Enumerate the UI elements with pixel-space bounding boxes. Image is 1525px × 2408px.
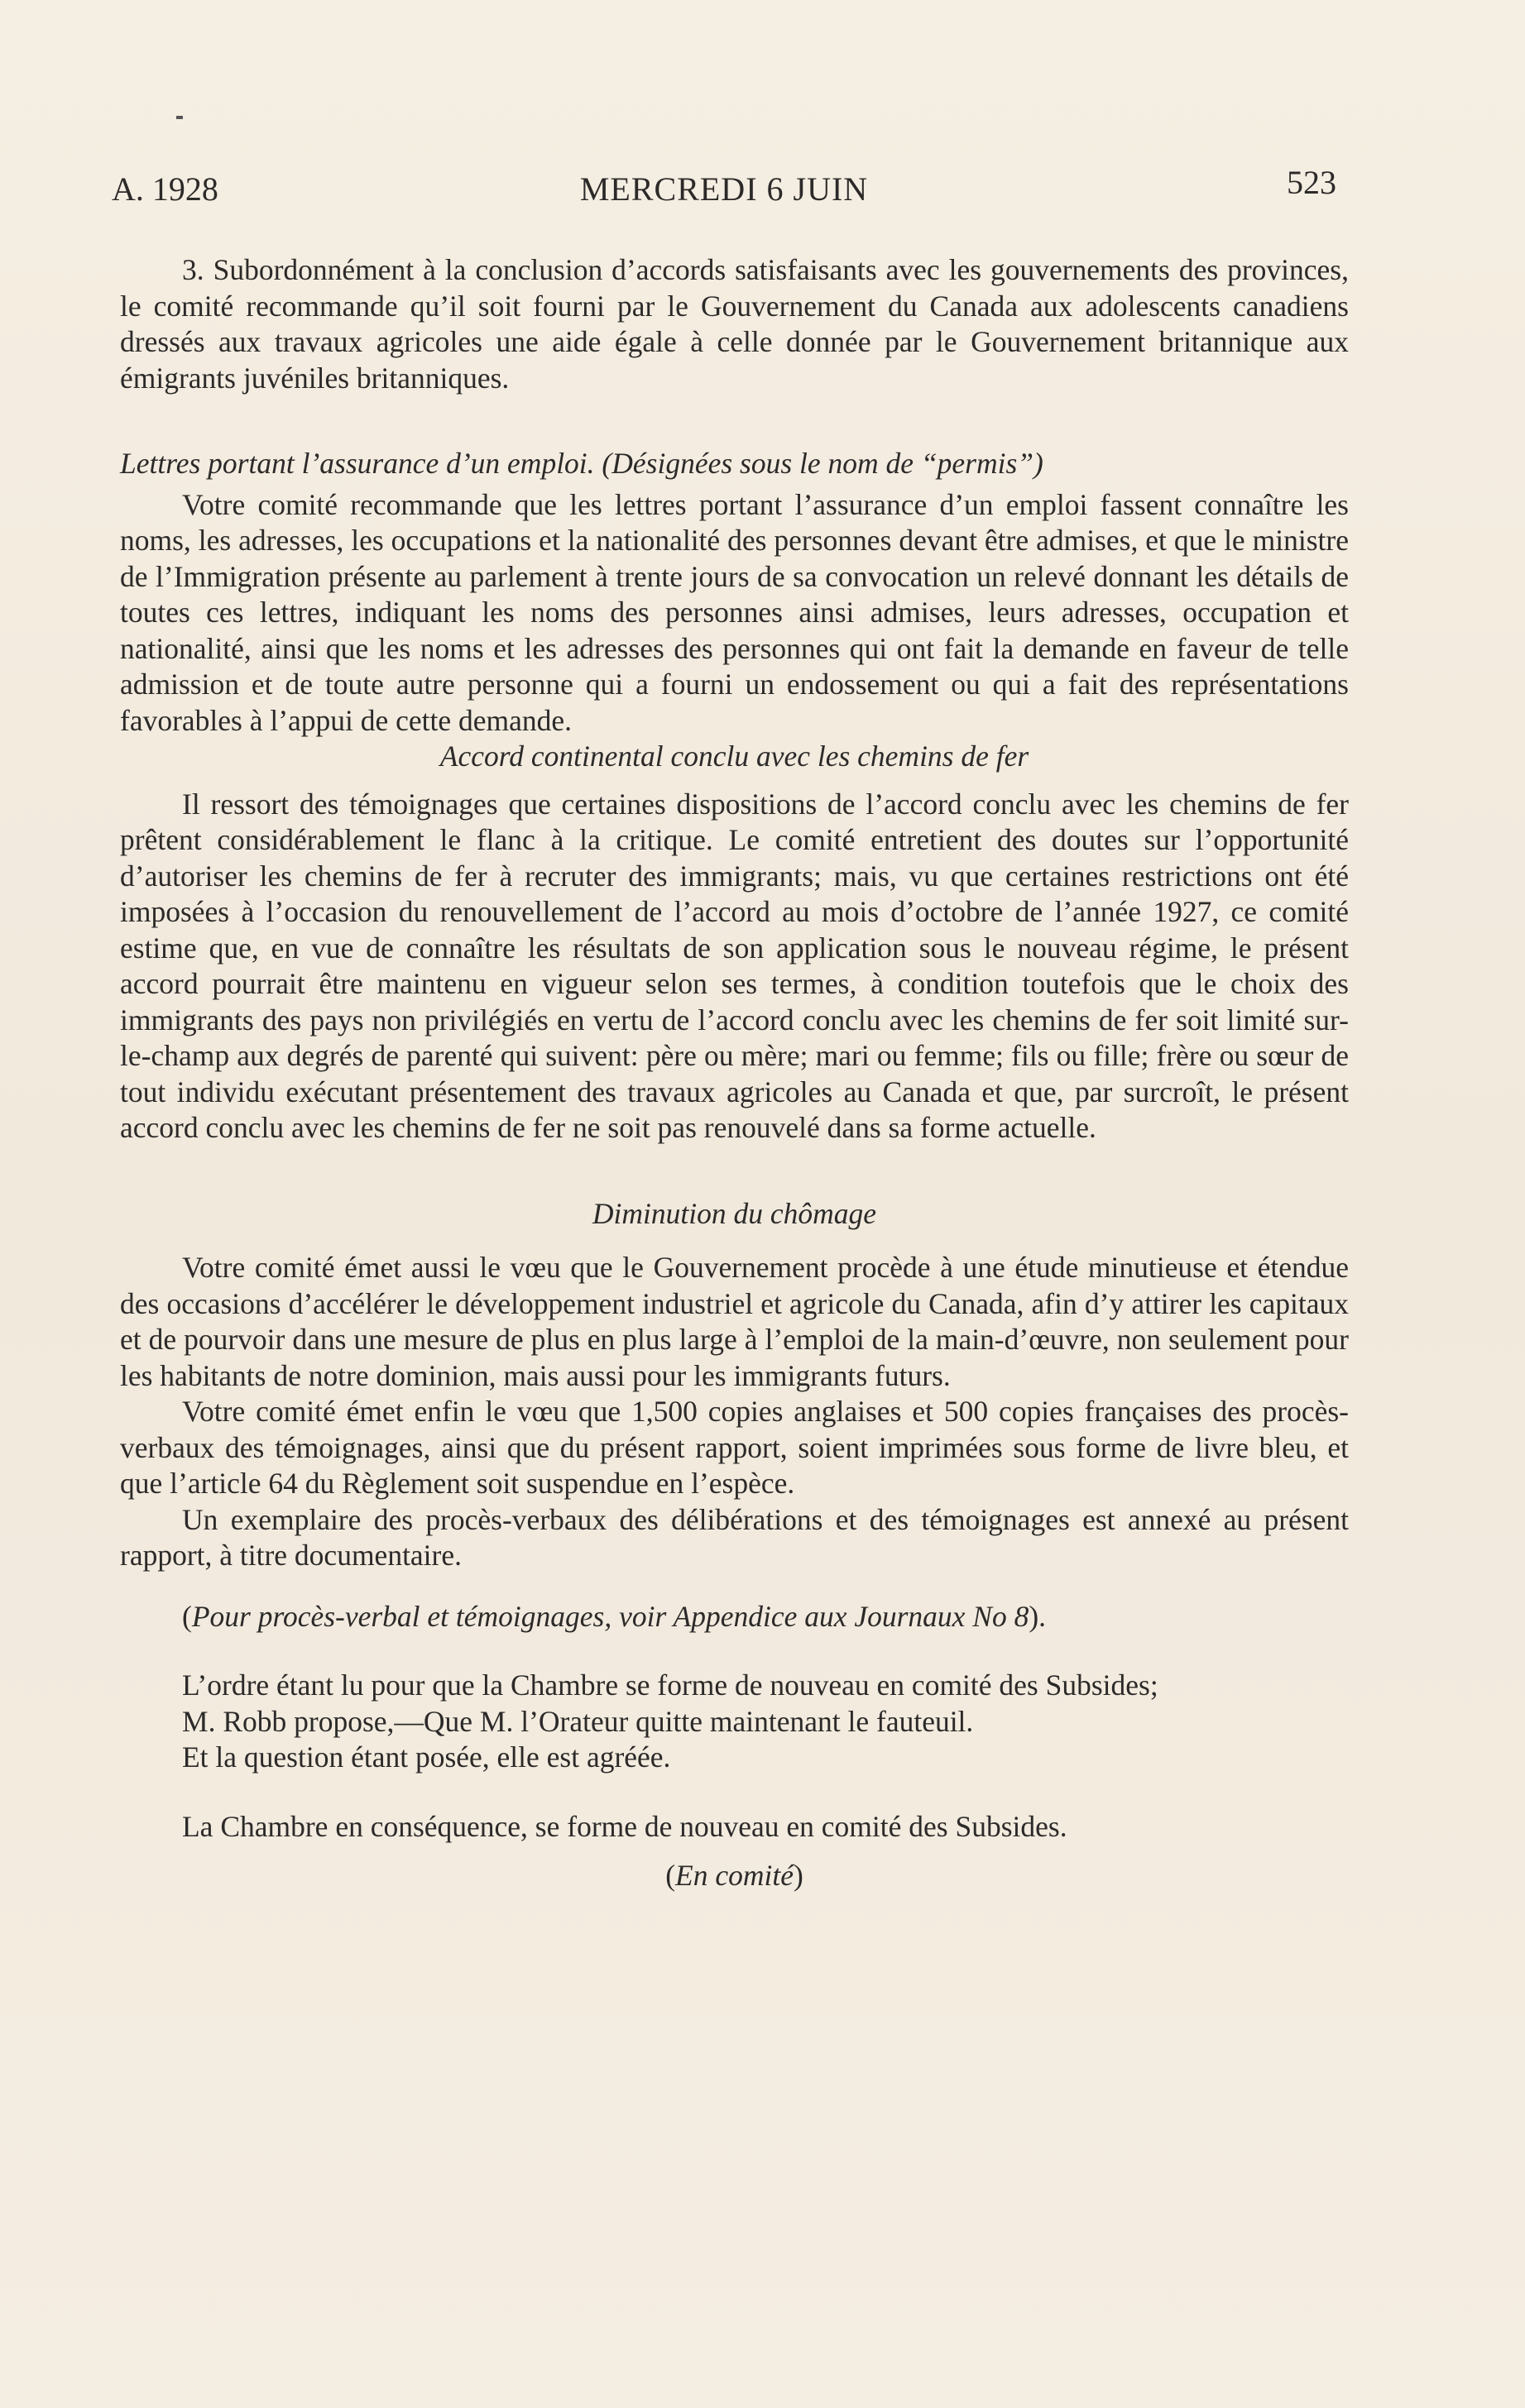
header-year: A. 1928 [112,170,218,208]
heading-lettres: Lettres portant l’assurance d’un emploi. (Désignées sous le nom de “permis”) [120,447,1043,480]
paragraph-question: Et la question étant posée, elle est agréée. [182,1740,671,1774]
heading-chomage: Diminution du chômage [592,1196,877,1230]
print-mark [176,116,183,119]
en-comite [120,1858,1349,1894]
paragraph-exemplaire: Un exemplaire des procès-verbaux des délibérations et des témoignages est annexé au présent rapport, à titre documentaire. [120,1502,1349,1572]
appendix-reference [120,1599,1349,1635]
ref-text: Pour procès-verbal et témoignages, voir Appendice aux Journaux No 8 [191,1599,1029,1633]
en-comite-open: ( [665,1859,676,1892]
running-header [112,164,1336,219]
ref-open: ( [182,1599,192,1633]
page-number: 523 [1287,164,1336,201]
paragraph-robb: M. Robb propose,—Que M. l’Orateur quitte maintenant le fauteuil. [182,1704,974,1738]
paragraph-copies: Votre comité émet enfin le vœu que 1,500 copies anglaises et 500 copies françaises des procès-verbaux des témoignages, ainsi que du présent rapport, soient imprimées sous forme de livre bleu, et que l’article 64 du Règlement soit suspendue en l’espèce. [120,1395,1349,1500]
header-date: MERCREDI 6 JUIN [579,170,869,208]
heading-accord: Accord continental conclu avec les chemins de fer [439,740,1029,773]
paragraph-chambre: La Chambre en conséquence, se forme de nouveau en comité des Subsides. [182,1809,1067,1843]
ref-close: ). [1029,1599,1047,1633]
en-comite-text: En comité [675,1859,794,1892]
paragraph-lettres: Votre comité recommande que les lettres portant l’assurance d’un emploi fassent connaître les noms, les adresses, les occupations et la nationalité des personnes devant être admises, et que le ministre de l’Immigration présente au parlement à trente jours de sa convocation un relevé donnant les détails de toutes ces lettres, indiquant les noms des personnes ainsi admises, leurs adresses, occupation et nationalité, ainsi que les noms et les adresses des personnes qui ont fait la demande en faveur de telle admission et de toute autre personne qui a fourni un endossement ou qui a fait des représentations favorables à l’appui de cette demande. [120,487,1349,737]
en-comite-close: ) [793,1859,803,1892]
paragraph-accord: Il ressort des témoignages que certaines dispositions de l’accord conclu avec les chemins de fer prêtent considérablement le flanc à la critique. Le comité entretient des doutes sur l’opportunité d’autoriser les chemins de fer à recruter des immigrants; mais, vu que certaines restrictions ont été imposées à l’occasion du renouvellement de l’accord au mois d’octobre de l’année 1927, ce comité estime que, en vue de connaître les résultats de son application sous le nouveau régime, le présent accord pourrait être maintenu en vigueur selon ses termes, à condition toutefois que le choix des immigrants des pays non privilégiés en vertu de l’accord conclu avec les chemins de fer soit limité sur-le-champ aux degrés de parenté qui suivent: père ou mère; mari ou femme; fils ou fille; frère ou sœur de tout individu exécutant présentement des travaux agricoles au Canada et que, par surcroît, le présent accord conclu avec les chemins de fer ne soit pas renouvelé dans sa forme actuelle. [120,787,1349,1144]
document-body [120,252,1349,1894]
paragraph-ordre: L’ordre étant lu pour que la Chambre se forme de nouveau en comité des Subsides; [182,1668,1158,1702]
paragraph-chomage: Votre comité émet aussi le vœu que le Gouvernement procède à une étude minutieuse et étendue des occasions d’accélérer le développement industriel et agricole du Canada, afin d’y attirer les capitaux et de pourvoir dans une mesure de plus en plus large à l’emploi de la main-d’œuvre, non seulement pour les habitants de notre dominion, mais aussi pour les immigrants futurs. [120,1251,1349,1392]
paragraph-subordonnement: 3. Subordonnément à la conclusion d’accords satisfaisants avec les gouvernements des provinces, le comité recommande qu’il soit fourni par le Gouvernement du Canada aux adolescents canadiens dressés aux travaux agricoles une aide égale à celle donnée par le Gouvernement britannique aux émigrants juvéniles britanniques. [120,253,1349,395]
